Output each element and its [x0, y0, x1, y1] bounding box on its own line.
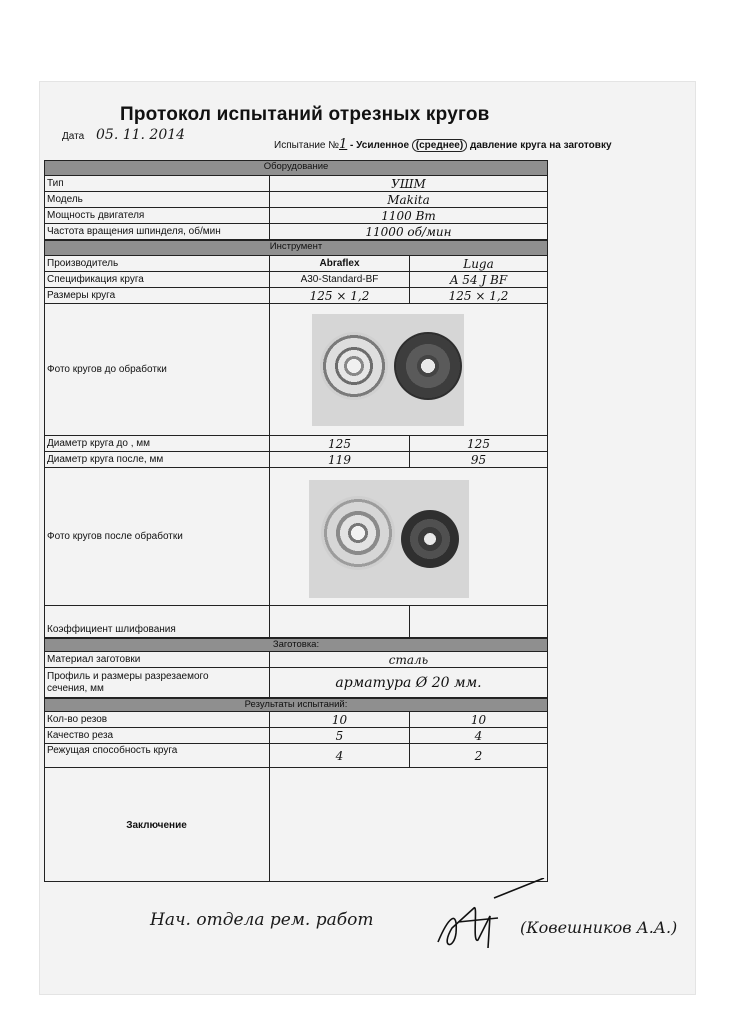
row-ability: [44, 744, 548, 768]
test-desc-part1: - Усиленное: [347, 140, 412, 151]
label-size: Размеры круга: [44, 288, 270, 303]
value-producer-a: Abraflex: [270, 256, 410, 271]
value-model: Makita: [270, 192, 548, 207]
test-prefix: Испытание №: [274, 140, 339, 151]
label-profile-line1: Профиль и размеры разрезаемого: [47, 670, 209, 682]
label-model: Модель: [44, 192, 270, 207]
label-grinding: Коэффициент шлифования: [44, 606, 270, 637]
row-material: [44, 652, 548, 668]
label-power: Мощность двигателя: [44, 208, 270, 223]
row-grinding: [44, 606, 548, 638]
value-size-a: 125 × 1,2: [270, 288, 410, 303]
value-profile: арматура Ø 20 мм.: [270, 668, 548, 697]
abraflex-disc-after: [321, 496, 395, 570]
luga-disc-after: [401, 510, 459, 568]
value-ability-a: 4: [270, 744, 410, 767]
value-diam-after-a: 119: [270, 452, 410, 467]
label-speed: Частота вращения шпинделя, об/мин: [44, 224, 270, 239]
row-model: [44, 192, 548, 208]
value-diam-after-b: 95: [410, 452, 548, 467]
row-power: [44, 208, 548, 224]
value-ability-b: 2: [410, 744, 548, 767]
row-producer: [44, 256, 548, 272]
row-size: [44, 288, 548, 304]
value-producer-b: Luga: [410, 256, 548, 271]
date-label: Дата: [62, 131, 85, 142]
label-photo-after: Фото кругов после обработки: [44, 468, 270, 605]
test-number: 1: [339, 137, 348, 152]
value-size-b: 125 × 1,2: [410, 288, 548, 303]
row-photo-before: [44, 304, 548, 436]
label-spec: Спецификация круга: [44, 272, 270, 287]
label-cuts: Кол-во резов: [44, 712, 270, 727]
test-desc-circled: (среднее): [412, 139, 467, 152]
row-profile: [44, 668, 548, 698]
label-producer: Производитель: [44, 256, 270, 271]
label-diam-before: Диаметр круга до , мм: [44, 436, 270, 451]
protocol-form: [44, 160, 548, 882]
label-photo-before: Фото кругов до обработки: [44, 304, 270, 435]
label-diam-after: Диаметр круга после, мм: [44, 452, 270, 467]
section-tool: Инструмент: [44, 240, 548, 256]
value-material: сталь: [270, 652, 548, 667]
row-spec: [44, 272, 548, 288]
signature-name: (Ковешников А.А.): [520, 918, 678, 937]
signature-line: Нач. отдела рем. работ: [150, 910, 374, 930]
test-description: [274, 137, 612, 152]
section-workpiece: Заготовка:: [44, 638, 548, 652]
value-speed: 11000 об/мин: [270, 224, 548, 239]
row-conclusion: [44, 768, 548, 882]
row-diam-before: [44, 436, 548, 452]
label-conclusion: Заключение: [44, 768, 270, 882]
value-cuts-b: 10: [410, 712, 548, 727]
abraflex-disc-before: [320, 332, 388, 400]
value-quality-a: 5: [270, 728, 410, 743]
section-results: Результаты испытаний:: [44, 698, 548, 712]
value-cuts-a: 10: [270, 712, 410, 727]
row-speed: [44, 224, 548, 240]
photo-discs-after: [309, 480, 469, 598]
date-value: 05. 11. 2014: [96, 127, 186, 143]
value-diam-before-b: 125: [410, 436, 548, 451]
value-quality-b: 4: [410, 728, 548, 743]
label-type: Тип: [44, 176, 270, 191]
row-cuts: [44, 712, 548, 728]
value-power: 1100 Вт: [270, 208, 548, 223]
value-grinding-a: [270, 606, 410, 637]
label-ability: Режущая способность круга: [44, 744, 270, 767]
label-profile: [44, 668, 270, 697]
test-desc-part2: давление круга на заготовку: [467, 140, 612, 151]
label-profile-line2: сечения, мм: [47, 682, 104, 694]
value-grinding-b: [410, 606, 548, 637]
value-spec-a: A30-Standard-BF: [270, 272, 410, 287]
row-diam-after: [44, 452, 548, 468]
value-conclusion: [270, 768, 548, 882]
luga-disc-before: [394, 332, 462, 400]
row-type: [44, 176, 548, 192]
row-quality: [44, 728, 548, 744]
value-type: УШМ: [270, 176, 548, 191]
label-material: Материал заготовки: [44, 652, 270, 667]
row-photo-after: [44, 468, 548, 606]
value-spec-b: A 54 J BF: [410, 272, 548, 287]
section-equipment: Оборудование: [44, 160, 548, 176]
value-diam-before-a: 125: [270, 436, 410, 451]
photo-discs-before: [312, 314, 464, 426]
label-quality: Качество реза: [44, 728, 270, 743]
document-title: Протокол испытаний отрезных кругов: [120, 104, 490, 125]
